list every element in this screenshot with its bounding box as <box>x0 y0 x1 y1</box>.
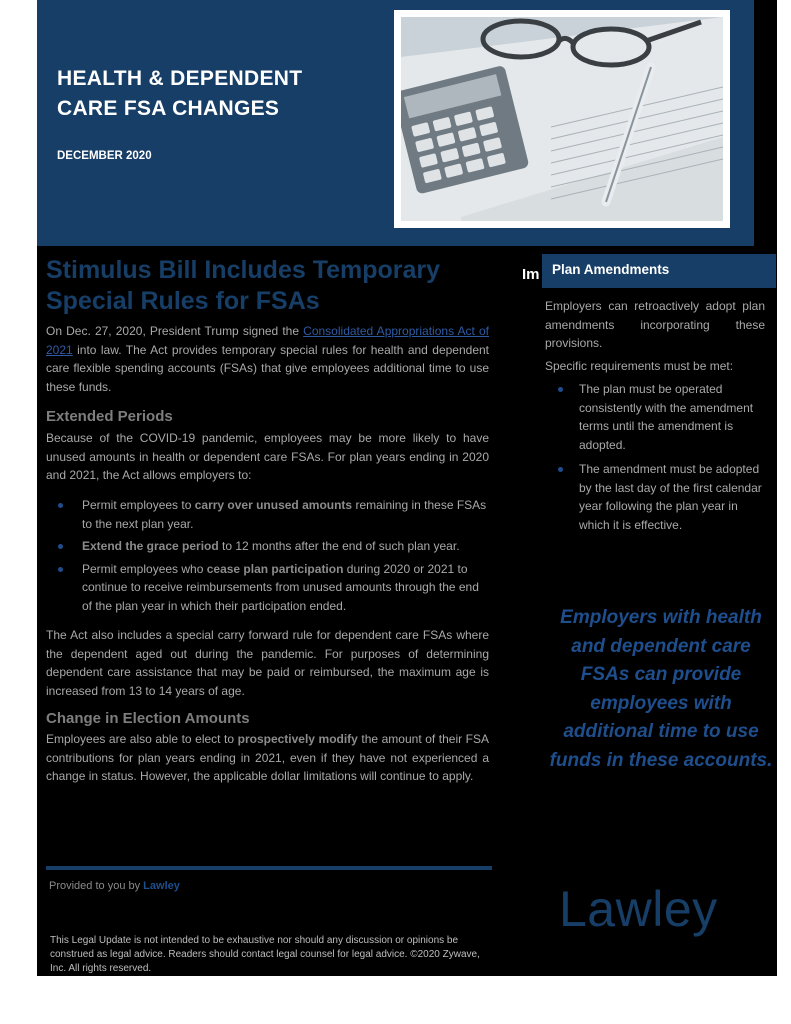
act-link[interactable]: Consolidated Appropriations Act of 2021 <box>46 324 490 357</box>
list-item: The plan must be operated consistently with the amendment terms until the amendment is adopted. <box>545 380 767 454</box>
requirements-list <box>545 380 767 540</box>
header-date: DECEMBER 2020 <box>57 150 152 162</box>
list-item: The amendment must be adopted by the last day of the first calendar year following the plan year in which it is effective. <box>545 460 767 534</box>
carry-forward-paragraph: The Act also includes a special carry forward rule for dependent care FSAs where the dependent aged out during the pandemic. For purposes of determining dependent care assistance that may be paid or reimbursed, the maximum age is increased from 13 to 14 years of age. <box>46 628 489 698</box>
election-heading: Change in Election Amounts <box>46 710 250 727</box>
extended-periods-heading: Extended Periods <box>46 408 173 425</box>
provided-by: Provided to you by Lawley <box>49 880 180 892</box>
sidebar-intro: Employers can retroactively adopt plan amendments incorporating these provisions. <box>545 299 765 350</box>
plan-amendments-heading: Plan Amendments <box>542 254 776 288</box>
legal-disclaimer: This Legal Update is not intended to be exhaustive nor should any discussion or opinions be construed as legal advice. Readers should contact legal counsel for legal advice. ©2020 Zywave, Inc. All rights reserved. <box>50 935 480 974</box>
election-paragraph: Employees are also able to elect to prospectively modify the amount of their FSA contributions for plan years ending in 2021, even if they have not experienced a change in status. However, the applicable dollar limitations will continue to apply. <box>46 732 489 783</box>
callout-quote: Employers with health and dependent care FSAs can provide employees with additional time to use funds in these accounts. <box>549 607 773 771</box>
list-item: Extend the grace period to 12 months after the end of such plan year. <box>46 537 489 556</box>
calculator-paperwork-image <box>401 17 723 221</box>
list-item: Permit employees who cease plan participation during 2020 or 2021 to continue to receive reimbursements from unused amounts through the end of the plan year in which their participation ended. <box>46 560 489 616</box>
footer-divider <box>46 866 492 870</box>
lawley-logo: Lawley <box>559 881 718 937</box>
document-page <box>37 0 777 976</box>
header-title-line2: CARE FSA CHANGES <box>57 97 280 120</box>
extended-periods-list <box>46 496 489 619</box>
header-photo <box>394 10 730 228</box>
intro-text-end: into law. The Act provides temporary special rules for health and dependent care flexible spending accounts (FSAs) that give employees additional time to use these funds. <box>46 342 489 394</box>
extended-periods-text: Because of the COVID-19 pandemic, employees may be more likely to have unused amounts in health or dependent care FSAs. For plan years ending in 2020 and 2021, the Act allows employers to: <box>46 431 489 482</box>
requirements-intro: Specific requirements must be met: <box>545 359 734 373</box>
main-title: Stimulus Bill Includes Temporary Special Rules for FSAs <box>46 256 441 315</box>
header-banner <box>37 0 754 246</box>
sidebar-heading-fragment: Im <box>522 266 540 283</box>
intro-paragraph <box>46 322 489 396</box>
header-title-line1: HEALTH & DEPENDENT <box>57 67 303 90</box>
header-title <box>57 64 387 124</box>
intro-text-start: On Dec. 27, 2020, President Trump signed the <box>46 324 304 338</box>
provided-by-company: Lawley <box>143 880 180 892</box>
list-item: Permit employees to carry over unused amounts remaining in these FSAs to the next plan year. <box>46 496 489 533</box>
